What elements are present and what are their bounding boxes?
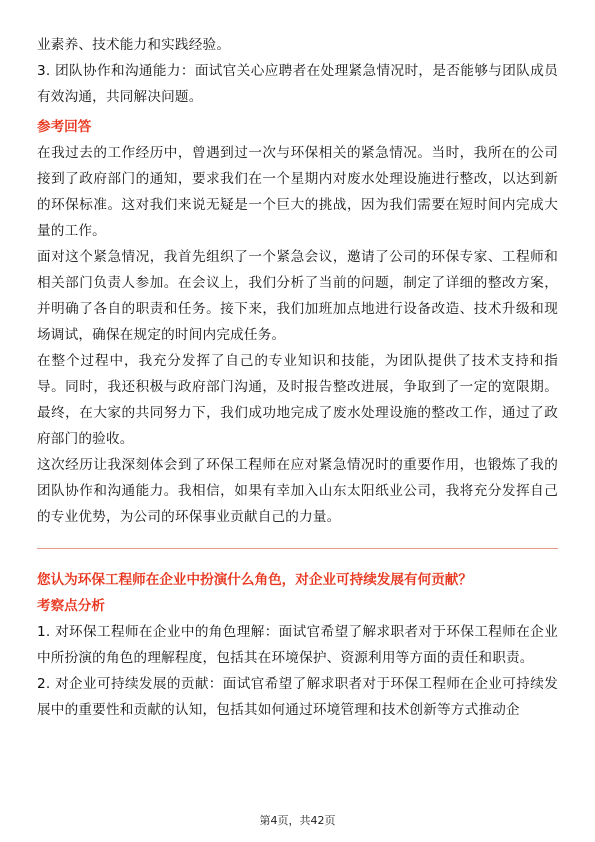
answer-paragraph: 面对这个紧急情况，我首先组织了一个紧急会议，邀请了公司的环保专家、工程师和相关部门负责人参加。在会议上，我们分析了当前的问题，制定了详细的整改方案，并明确了各自的职责和任务。接下来，我们加班加点地进行设备改造、技术升级和现场调试，确保在规定的时间内完成任务。 — [37, 249, 558, 343]
document-body — [37, 32, 558, 723]
question-heading: 您认为环保工程师在企业中扮演什么角色，对企业可持续发展有何贡献？ — [37, 572, 472, 588]
answer-paragraph: 这次经历让我深刻体会到了环保工程师在应对紧急情况时的重要作用，也锻炼了我的团队协作和沟通能力。我相信，如果有幸加入山东太阳纸业公司，我将充分发挥自己的专业优势，为公司的环保事业贡献自己的力量。 — [37, 457, 558, 525]
paragraph: 3. 团队协作和沟通能力：面试官关心应聘者在处理紧急情况时，是否能够与团队成员有效沟通，共同解决问题。 — [37, 63, 558, 105]
analysis-heading: 考察点分析 — [37, 598, 105, 614]
answer-paragraph: 在我过去的工作经历中，曾遇到过一次与环保相关的紧急情况。当时，我所在的公司接到了政府部门的通知，要求我们在一个星期内对废水处理设施进行整改，以达到新的环保标准。这对我们来说无疑是一个巨大的挑战，因为我们需要在短时间内完成大量的工作。 — [37, 145, 558, 239]
paragraph: 业素养、技术能力和实践经验。 — [37, 37, 231, 53]
page-footer: 第4页，共42页 — [259, 814, 336, 827]
analysis-paragraph: 2. 对企业可持续发展的贡献：面试官希望了解求职者对于环保工程师在企业可持续发展中的重要性和贡献的认知，包括其如何通过环境管理和技术创新等方式推动企 — [37, 676, 558, 718]
answer-paragraph: 在整个过程中，我充分发挥了自己的专业知识和技能，为团队提供了技术支持和指导。同时，我还积极与政府部门沟通，及时报告整改进展，争取到了一定的宽限期。最终，在大家的共同努力下，我们成功地完成了废水处理设施的整改工作，通过了政府部门的验收。 — [37, 353, 558, 447]
analysis-paragraph: 1. 对环保工程师在企业中的角色理解：面试官希望了解求职者对于环保工程师在企业中所扮演的角色的理解程度，包括其在环境保护、资源利用等方面的责任和职责。 — [37, 624, 558, 666]
answer-heading: 参考回答 — [37, 119, 92, 135]
